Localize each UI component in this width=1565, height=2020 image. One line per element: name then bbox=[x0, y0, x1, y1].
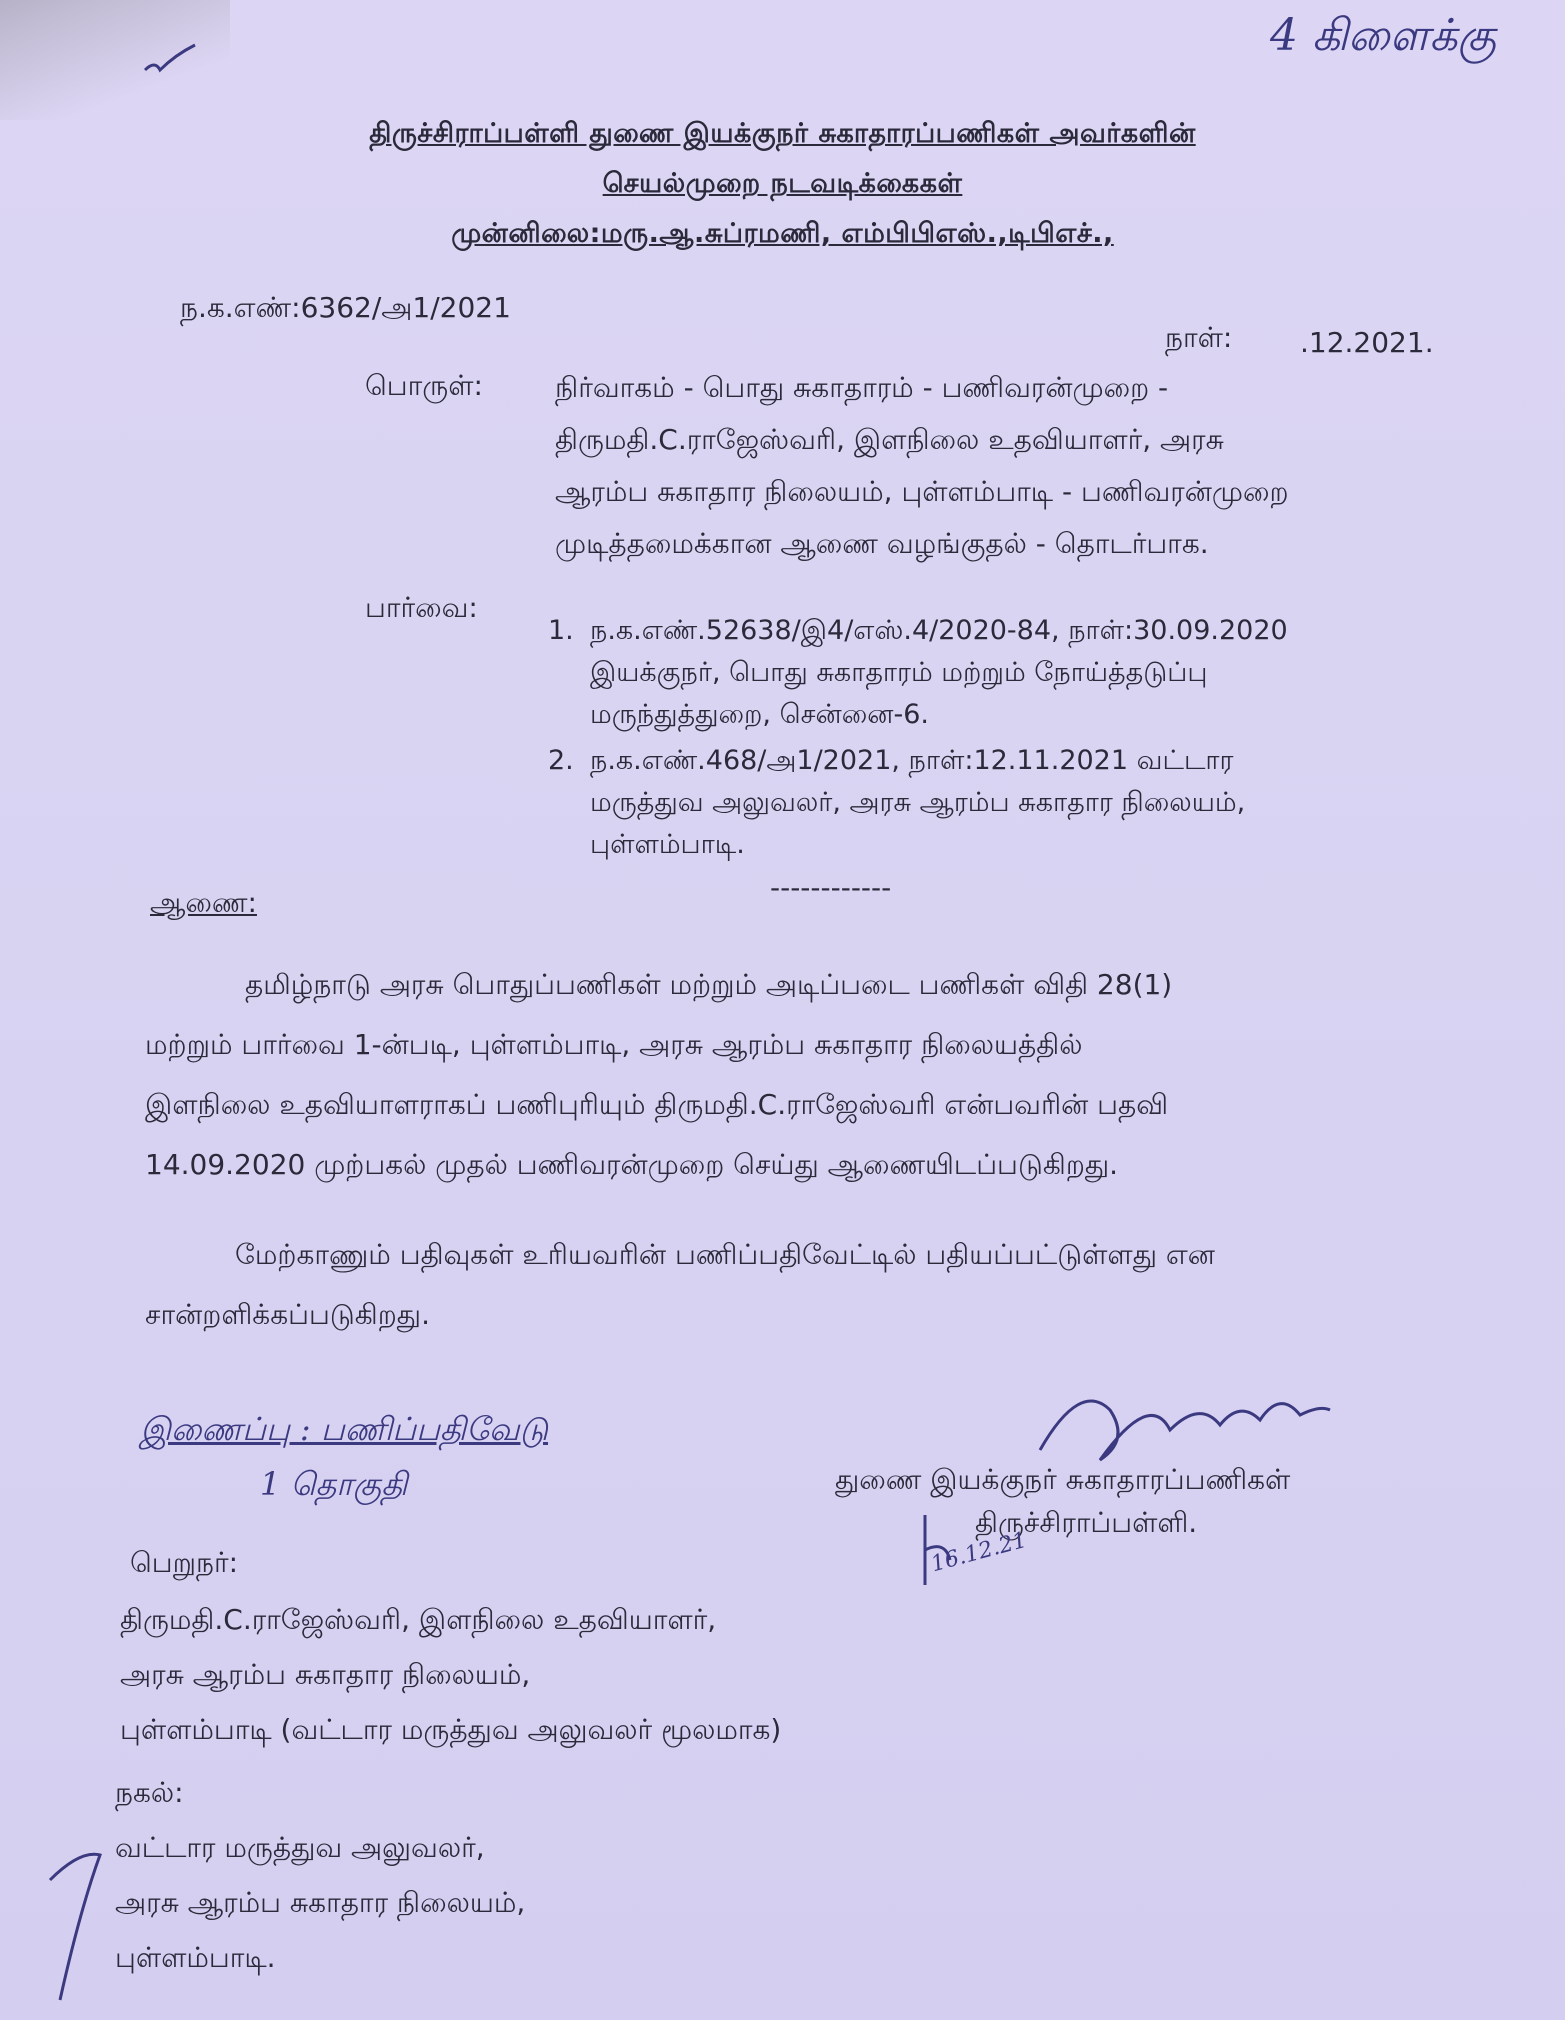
signatory-place: திருச்சிராப்பள்ளி. bbox=[975, 1506, 1198, 1539]
recipient-label: பெறுநர்: bbox=[130, 1546, 239, 1579]
copy-label: நகல்: bbox=[115, 1776, 184, 1809]
handwritten-note-top-right: 4 கிளைக்கு bbox=[1270, 10, 1497, 61]
signatory-title: துணை இயக்குநர் சுகாதாரப்பணிகள் bbox=[835, 1463, 1291, 1496]
date-label: நாள்: bbox=[1165, 321, 1233, 354]
handwritten-sign-date: 16.12.21 bbox=[928, 1527, 1030, 1578]
handwritten-enclosure-note: இணைப்பு : பணிப்பதிவேடு bbox=[140, 1410, 549, 1448]
reference-separator: ------------ bbox=[770, 871, 892, 904]
copy-address: வட்டார மருத்துவ அலுவலர், அரசு ஆரம்ப சுகாதார நிலையம், புள்ளம்பாடி. bbox=[115, 1831, 526, 1974]
reference-item-1: 1. ந.க.எண்.52638/இ4/எஸ்.4/2020-84, நாள்:30.09.2020 இயக்குநர், பொது சுகாதாரம் மற்றும் நோய்த்தடுப்பு மருந்துத்துறை, சென்னை-6. bbox=[548, 615, 1288, 730]
tick-mark-icon bbox=[140, 40, 200, 80]
bracket-mark-icon bbox=[40, 1850, 110, 2010]
reference-number: ந.க.எண்:6362/அ1/2021 bbox=[180, 291, 511, 324]
subject-label: பொருள்: bbox=[365, 369, 483, 402]
recipient-address: திருமதி.C.ராஜேஸ்வரி, இளநிலை உதவியாளர், அரசு ஆரம்ப சுகாதார நிலையம், புள்ளம்பாடி (வட்டார மருத்துவ அலுவலர் மூலமாக) bbox=[120, 1603, 782, 1746]
header-line-2: செயல்முறை நடவடிக்கைகள் bbox=[602, 168, 963, 199]
order-label: ஆணை: bbox=[150, 886, 257, 919]
reference-item-2: 2. ந.க.எண்.468/அ1/2021, நாள்:12.11.2021 வட்டார மருத்துவ அலுவலர், அரசு ஆரம்ப சுகாதார நிலையம், புள்ளம்பாடி. bbox=[548, 745, 1246, 860]
order-paragraph-2: மேற்காணும் பதிவுகள் உரியவரின் பணிப்பதிவேட்டில் பதியப்பட்டுள்ளது என சான்றளிக்கப்படுகிறது. bbox=[145, 1238, 1215, 1331]
order-paragraph-1: தமிழ்நாடு அரசு பொதுப்பணிகள் மற்றும் அடிப்படை பணிகள் விதி 28(1) மற்றும் பார்வை 1-ன்படி, புள்ளம்பாடி, அரசு ஆரம்ப சுகாதார நிலையத்தில் இளநிலை உதவியாளராகப் பணிபுரியும் திருமதி.C.ராஜேஸ்வரி என்பவரின் பதவி 14.09.2020 முற்பகல் முதல் பணிவரன்முறை செய்து ஆணையிடப்படுகிறது. bbox=[145, 968, 1173, 1181]
header-line-1: திருச்சிராப்பள்ளி துணை இயக்குநர் சுகாதாரப்பணிகள் அவர்களின் bbox=[369, 118, 1196, 149]
subject-text: நிர்வாகம் - பொது சுகாதாரம் - பணிவரன்முறை - திருமதி.C.ராஜேஸ்வரி, இளநிலை உதவியாளர், அரசு ஆரம்ப சுகாதார நிலையம், புள்ளம்பாடி - பணிவரன்முறை முடித்தமைக்கான ஆணை வழங்குதல் - தொடர்பாக. bbox=[555, 371, 1289, 560]
references-label: பார்வை: bbox=[365, 591, 478, 624]
header-line-3: முன்னிலை:மரு.ஆ.சுப்ரமணி, எம்பிபிஎஸ்.,டிபிஎச்., bbox=[451, 218, 1114, 249]
date-value: .12.2021. bbox=[1300, 326, 1434, 359]
handwritten-enclosure-count: 1 தொகுதி bbox=[260, 1465, 408, 1503]
